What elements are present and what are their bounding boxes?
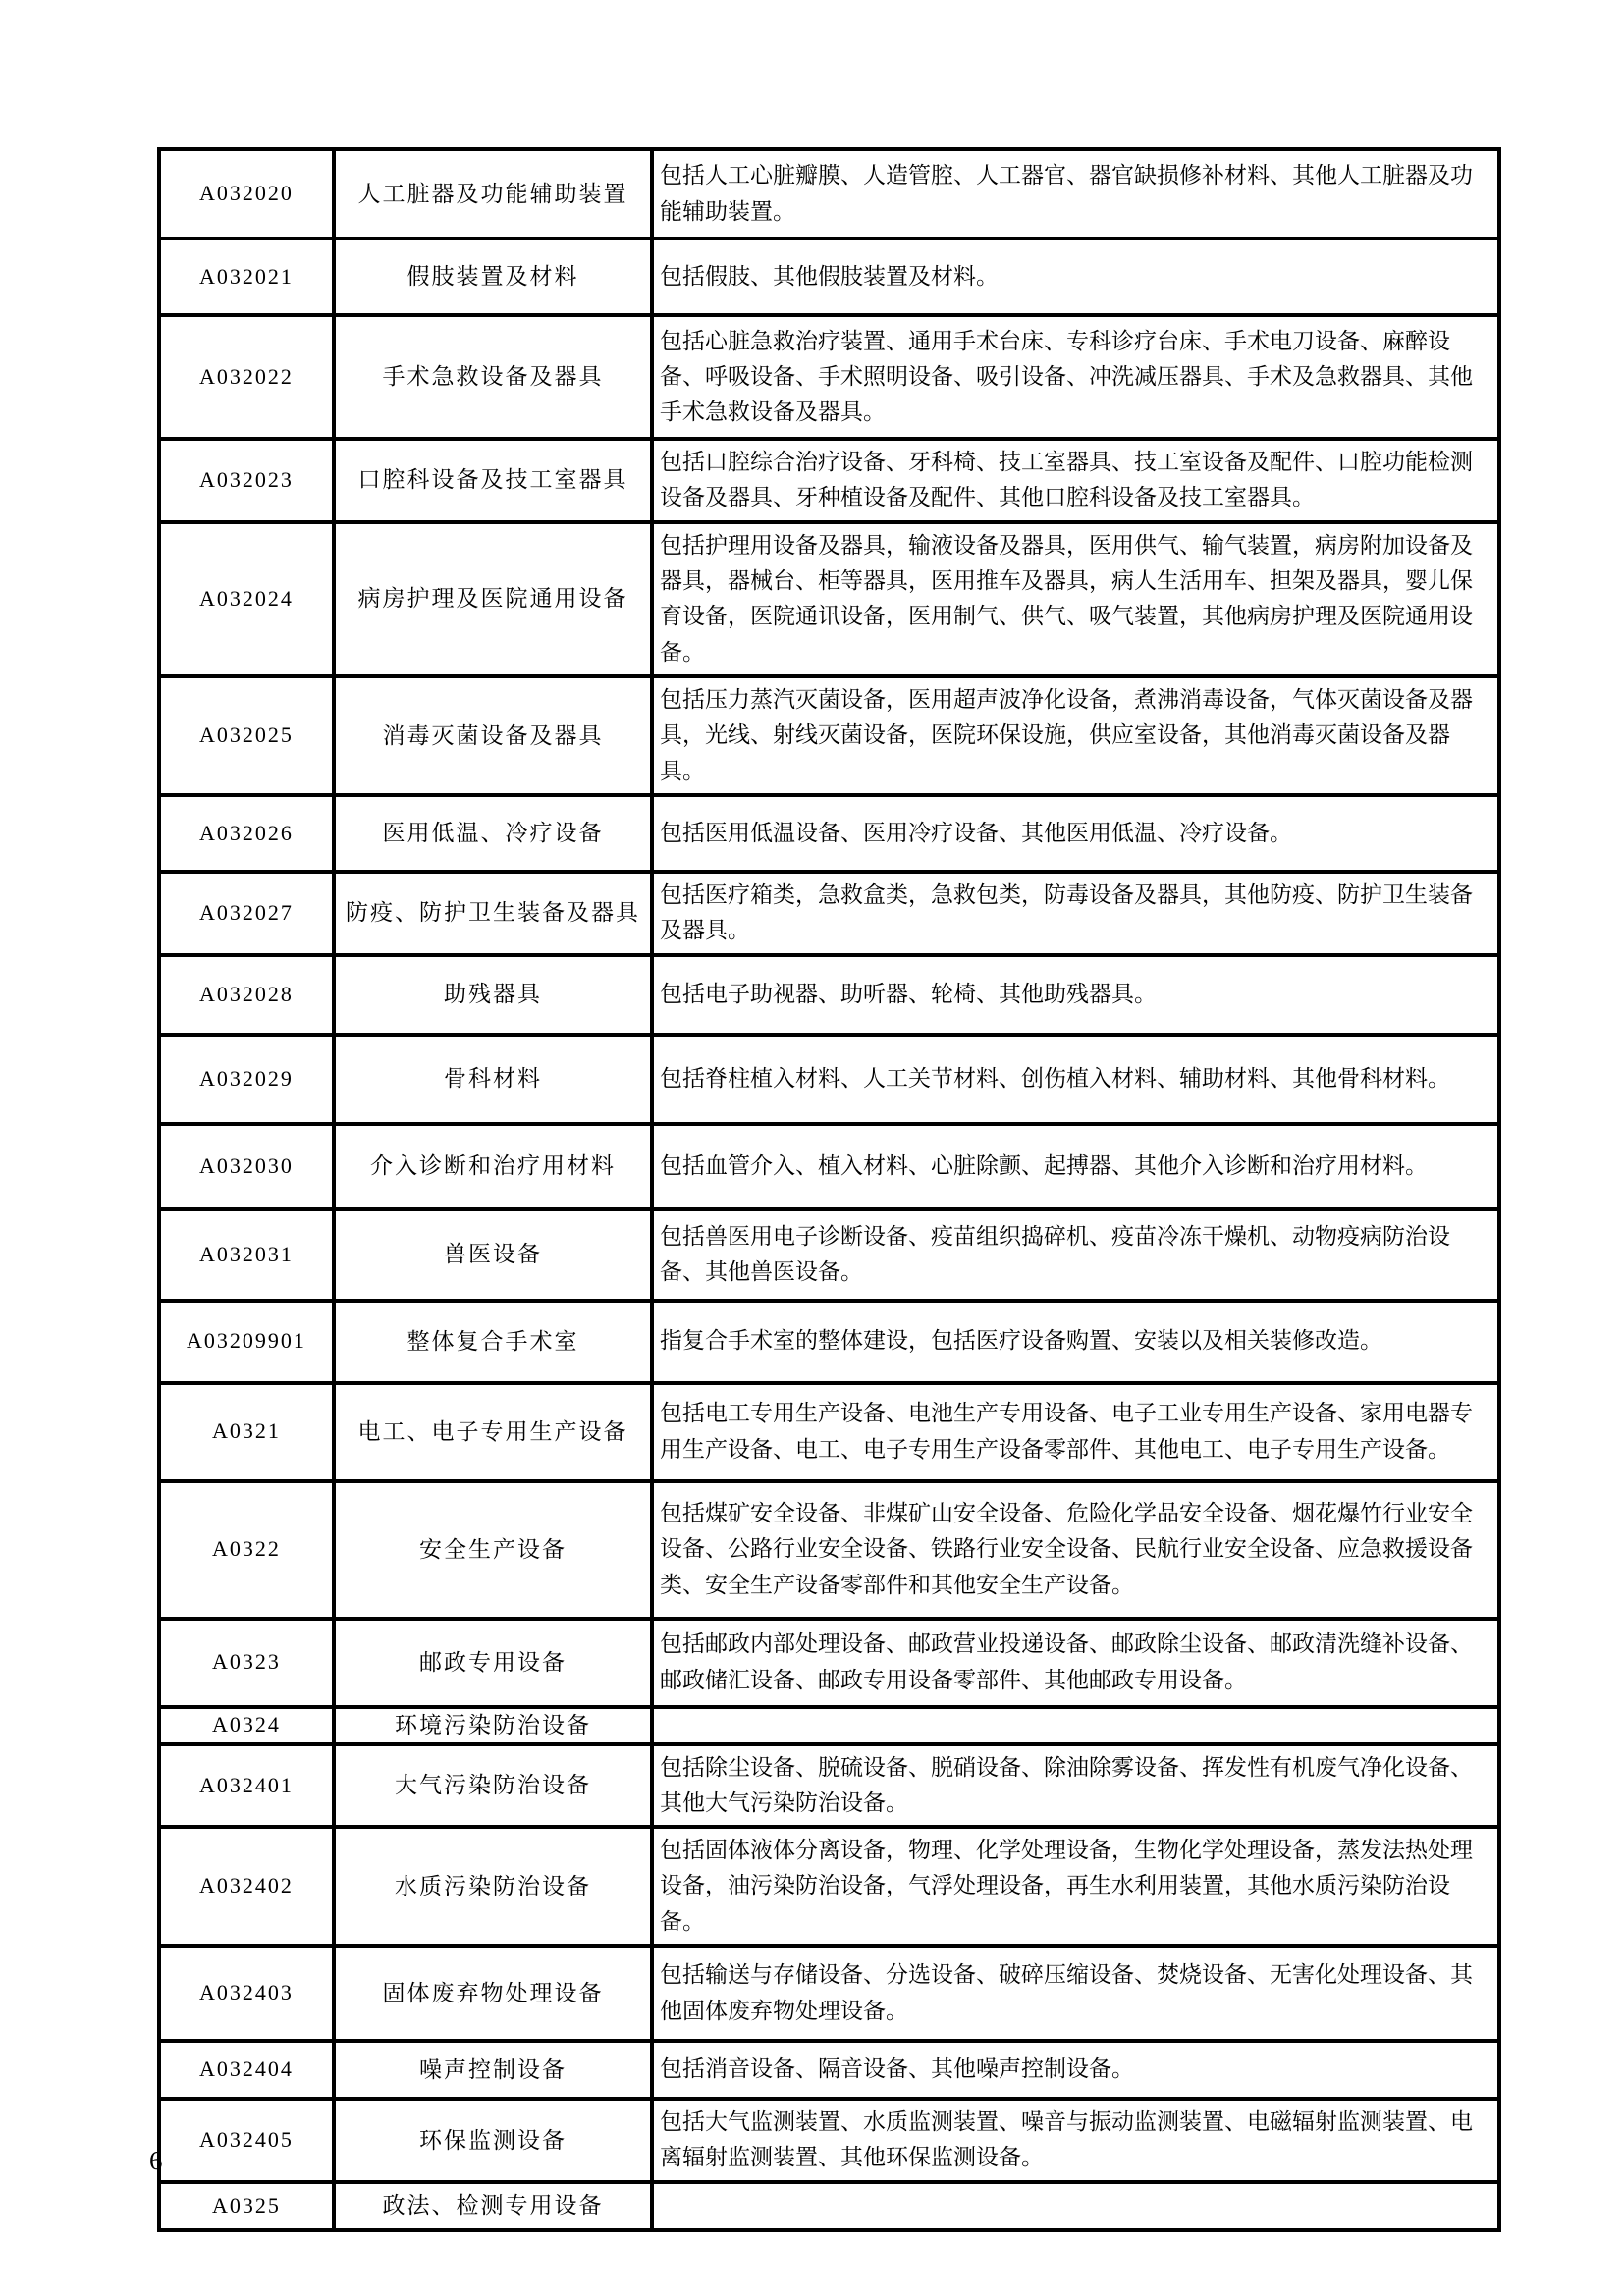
table-row <box>159 955 1499 1035</box>
name-cell: 环保监测设备 <box>334 2099 652 2182</box>
table-row <box>159 1383 1499 1481</box>
description-cell: 包括消音设备、隔音设备、其他噪声控制设备。 <box>652 2041 1499 2099</box>
classification-table-body <box>159 149 1499 2230</box>
description-cell: 包括压力蒸汽灭菌设备，医用超声波净化设备，煮沸消毒设备，气体灭菌设备及器具，光线、射线灭菌设备，医院环保设施，供应室设备，其他消毒灭菌设备及器具。 <box>652 676 1499 795</box>
code-cell: A032404 <box>159 2041 334 2099</box>
code-cell: A0324 <box>159 1707 334 1744</box>
name-cell: 病房护理及医院通用设备 <box>334 522 652 676</box>
table-row <box>159 1946 1499 2041</box>
description-cell: 包括邮政内部处理设备、邮政营业投递设备、邮政除尘设备、邮政清洗缝补设备、邮政储汇设备、邮政专用设备零部件、其他邮政专用设备。 <box>652 1619 1499 1707</box>
name-cell: 助残器具 <box>334 955 652 1035</box>
page-number: 6 <box>149 2146 163 2175</box>
table-row <box>159 1707 1499 1744</box>
table-row <box>159 315 1499 439</box>
table-row <box>159 676 1499 795</box>
table-row <box>159 872 1499 955</box>
description-cell <box>652 2182 1499 2230</box>
name-cell: 环境污染防治设备 <box>334 1707 652 1744</box>
code-cell: A032402 <box>159 1827 334 1946</box>
description-cell: 指复合手术室的整体建设，包括医疗设备购置、安装以及相关装修改造。 <box>652 1301 1499 1383</box>
code-cell: A032025 <box>159 676 334 795</box>
code-cell: A032401 <box>159 1744 334 1828</box>
code-cell: A032028 <box>159 955 334 1035</box>
code-cell: A032022 <box>159 315 334 439</box>
description-cell: 包括护理用设备及器具，输液设备及器具，医用供气、输气装置，病房附加设备及器具，器械台、柜等器具，医用推车及器具，病人生活用车、担架及器具，婴儿保育设备，医院通讯设备，医用制气、供气、吸气装置，其他病房护理及医院通用设备。 <box>652 522 1499 676</box>
code-cell: A032029 <box>159 1035 334 1124</box>
table-row <box>159 1209 1499 1301</box>
table-row <box>159 1744 1499 1828</box>
code-cell: A0325 <box>159 2182 334 2230</box>
description-cell: 包括血管介入、植入材料、心脏除颤、起搏器、其他介入诊断和治疗用材料。 <box>652 1124 1499 1209</box>
description-cell: 包括煤矿安全设备、非煤矿山安全设备、危险化学品安全设备、烟花爆竹行业安全设备、公路行业安全设备、铁路行业安全设备、民航行业安全设备、应急救援设备类、安全生产设备零部件和其他安全生产设备。 <box>652 1481 1499 1619</box>
description-cell: 包括假肢、其他假肢装置及材料。 <box>652 239 1499 315</box>
table-row <box>159 522 1499 676</box>
table-row <box>159 1619 1499 1707</box>
name-cell: 噪声控制设备 <box>334 2041 652 2099</box>
code-cell: A03209901 <box>159 1301 334 1383</box>
description-cell: 包括固体液体分离设备，物理、化学处理设备，生物化学处理设备，蒸发法热处理设备，油污染防治设备，气浮处理设备，再生水利用装置，其他水质污染防治设备。 <box>652 1827 1499 1946</box>
code-cell: A0323 <box>159 1619 334 1707</box>
code-cell: A0321 <box>159 1383 334 1481</box>
table-row <box>159 149 1499 239</box>
table-row <box>159 795 1499 872</box>
name-cell: 政法、检测专用设备 <box>334 2182 652 2230</box>
table-row <box>159 1035 1499 1124</box>
name-cell: 介入诊断和治疗用材料 <box>334 1124 652 1209</box>
description-cell: 包括脊柱植入材料、人工关节材料、创伤植入材料、辅助材料、其他骨科材料。 <box>652 1035 1499 1124</box>
code-cell: A032403 <box>159 1946 334 2041</box>
description-cell: 包括兽医用电子诊断设备、疫苗组织捣碎机、疫苗冷冻干燥机、动物疫病防治设备、其他兽医设备。 <box>652 1209 1499 1301</box>
description-cell: 包括电工专用生产设备、电池生产专用设备、电子工业专用生产设备、家用电器专用生产设备、电工、电子专用生产设备零部件、其他电工、电子专用生产设备。 <box>652 1383 1499 1481</box>
description-cell: 包括人工心脏瓣膜、人造管腔、人工器官、器官缺损修补材料、其他人工脏器及功能辅助装置。 <box>652 149 1499 239</box>
name-cell: 电工、电子专用生产设备 <box>334 1383 652 1481</box>
description-cell: 包括心脏急救治疗装置、通用手术台床、专科诊疗台床、手术电刀设备、麻醉设备、呼吸设备、手术照明设备、吸引设备、冲洗减压器具、手术及急救器具、其他手术急救设备及器具。 <box>652 315 1499 439</box>
code-cell: A032024 <box>159 522 334 676</box>
description-cell: 包括大气监测装置、水质监测装置、噪音与振动监测装置、电磁辐射监测装置、电离辐射监测装置、其他环保监测设备。 <box>652 2099 1499 2182</box>
table-row <box>159 2099 1499 2182</box>
name-cell: 兽医设备 <box>334 1209 652 1301</box>
table-row <box>159 239 1499 315</box>
code-cell: A032026 <box>159 795 334 872</box>
description-cell: 包括医用低温设备、医用冷疗设备、其他医用低温、冷疗设备。 <box>652 795 1499 872</box>
name-cell: 防疫、防护卫生装备及器具 <box>334 872 652 955</box>
name-cell: 口腔科设备及技工室器具 <box>334 439 652 522</box>
code-cell: A032031 <box>159 1209 334 1301</box>
classification-table <box>157 147 1501 2232</box>
code-cell: A032405 <box>159 2099 334 2182</box>
description-cell <box>652 1707 1499 1744</box>
table-row <box>159 439 1499 522</box>
name-cell: 消毒灭菌设备及器具 <box>334 676 652 795</box>
description-cell: 包括医疗箱类，急救盒类，急救包类，防毒设备及器具，其他防疫、防护卫生装备及器具。 <box>652 872 1499 955</box>
name-cell: 人工脏器及功能辅助装置 <box>334 149 652 239</box>
table-row <box>159 1481 1499 1619</box>
description-cell: 包括输送与存储设备、分选设备、破碎压缩设备、焚烧设备、无害化处理设备、其他固体废弃物处理设备。 <box>652 1946 1499 2041</box>
name-cell: 安全生产设备 <box>334 1481 652 1619</box>
name-cell: 整体复合手术室 <box>334 1301 652 1383</box>
code-cell: A032020 <box>159 149 334 239</box>
table-row <box>159 2041 1499 2099</box>
name-cell: 大气污染防治设备 <box>334 1744 652 1828</box>
name-cell: 邮政专用设备 <box>334 1619 652 1707</box>
name-cell: 医用低温、冷疗设备 <box>334 795 652 872</box>
name-cell: 手术急救设备及器具 <box>334 315 652 439</box>
description-cell: 包括除尘设备、脱硫设备、脱硝设备、除油除雾设备、挥发性有机废气净化设备、其他大气污染防治设备。 <box>652 1744 1499 1828</box>
table-row <box>159 2182 1499 2230</box>
name-cell: 假肢装置及材料 <box>334 239 652 315</box>
code-cell: A032030 <box>159 1124 334 1209</box>
description-cell: 包括电子助视器、助听器、轮椅、其他助残器具。 <box>652 955 1499 1035</box>
table-row <box>159 1124 1499 1209</box>
name-cell: 水质污染防治设备 <box>334 1827 652 1946</box>
code-cell: A032027 <box>159 872 334 955</box>
table-row <box>159 1827 1499 1946</box>
name-cell: 骨科材料 <box>334 1035 652 1124</box>
code-cell: A032021 <box>159 239 334 315</box>
name-cell: 固体废弃物处理设备 <box>334 1946 652 2041</box>
code-cell: A032023 <box>159 439 334 522</box>
code-cell: A0322 <box>159 1481 334 1619</box>
table-row <box>159 1301 1499 1383</box>
description-cell: 包括口腔综合治疗设备、牙科椅、技工室器具、技工室设备及配件、口腔功能检测设备及器具、牙种植设备及配件、其他口腔科设备及技工室器具。 <box>652 439 1499 522</box>
